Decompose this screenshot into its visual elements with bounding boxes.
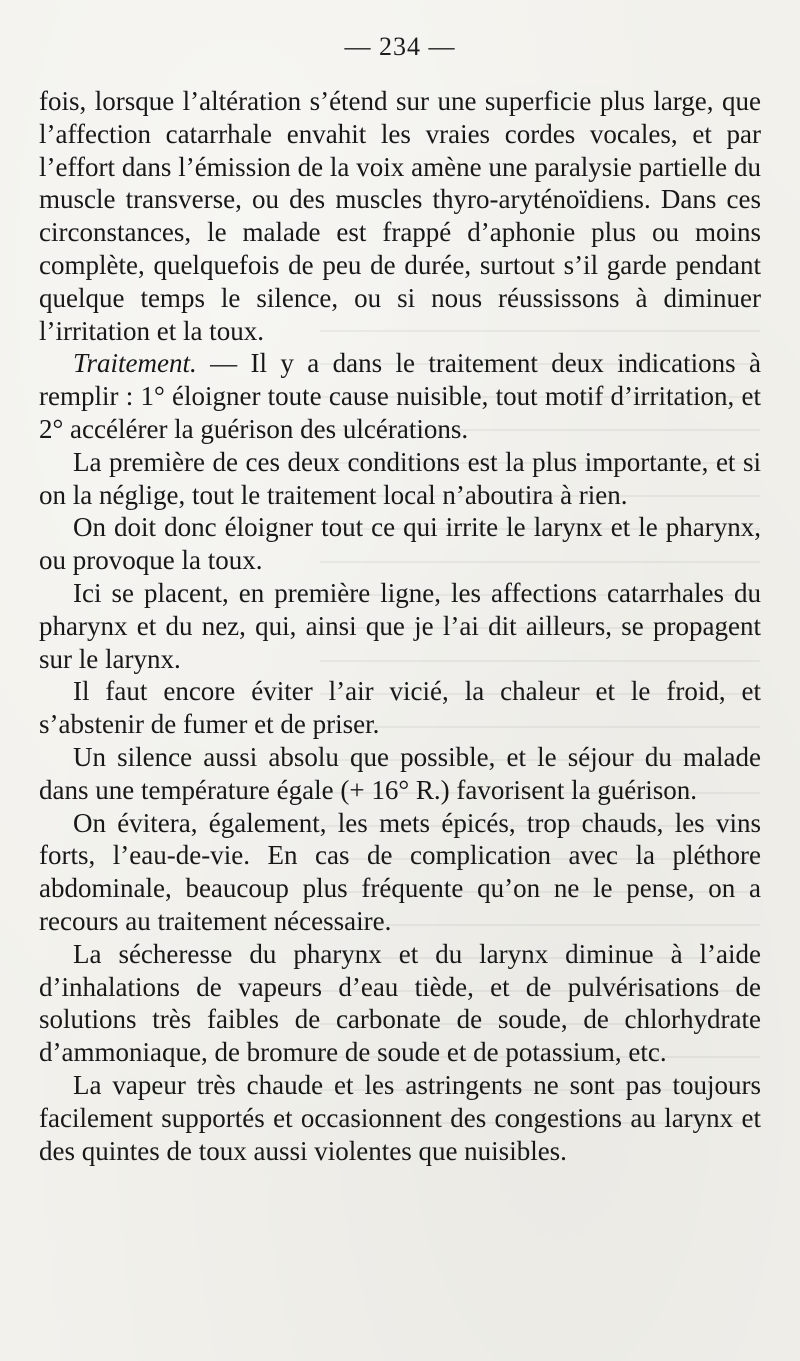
paragraph: On évitera, également, les mets épicés, trop chauds, les vins forts, l’eau-de-vie. En cas de complication avec la pléthore abdominale, beaucoup plus fréquente qu’on ne le pense, on a recours au traitement nécessaire. (39, 807, 761, 936)
paragraph: fois, lorsque l’altération s’étend sur une superficie plus large, que l’affection catarrhale envahit les vraies cordes vocales, et par l’effort dans l’émission de la voix amène une paralysie partielle du muscle transverse, ou des muscles thyro-aryténoïdiens. Dans ces circonstances, le malade est frappé d’aphonie plus ou moins complète, quelquefois de peu de durée, surtout s’il garde pendant quelque temps le silence, ou si nous réussissons à diminuer l’irritation et la toux. (39, 86, 761, 346)
body-text (39, 85, 761, 1167)
page-number: — 234 — (344, 32, 456, 61)
paragraph-text: — Il y a dans le traitement deux indications à remplir : 1° éloigner toute cause nuisible, tout motif d’irritation, et 2° accélérer la guérison des ulcérations. (39, 348, 761, 444)
paragraph: Ici se placent, en première ligne, les affections catarrhales du pharynx et du nez, qui, ainsi que je l’ai dit ailleurs, se propagent sur le larynx. (39, 577, 761, 674)
paragraph: La sécheresse du pharynx et du larynx diminue à l’aide d’inhalations de vapeurs d’eau tiède, et de pulvérisations de solutions très faibles de carbonate de soude, de chlorhydrate d’ammoniaque, de bromure de soude et de potassium, etc. (39, 938, 761, 1068)
paragraph: Il faut encore éviter l’air vicié, la chaleur et le froid, et s’abstenir de fumer et de priser. (39, 676, 761, 740)
paragraph-traitement (39, 347, 761, 445)
paragraph: La première de ces deux conditions est la plus importante, et si on la néglige, tout le traitement local n’aboutira à rien. (39, 446, 761, 510)
paragraph: On doit donc éloigner tout ce qui irrite le larynx et le pharynx, ou provoque la toux. (39, 512, 761, 576)
paragraph: La vapeur très chaude et les astringents ne sont pas toujours facilement supportés et occasionnent des congestions au larynx et des quintes de toux aussi violentes que nuisibles. (39, 1069, 761, 1166)
paragraph: Un silence aussi absolu que possible, et le séjour du malade dans une température égale (+ 16° R.) favorisent la guérison. (39, 741, 761, 805)
section-heading-traitement: Traitement. (73, 348, 197, 379)
